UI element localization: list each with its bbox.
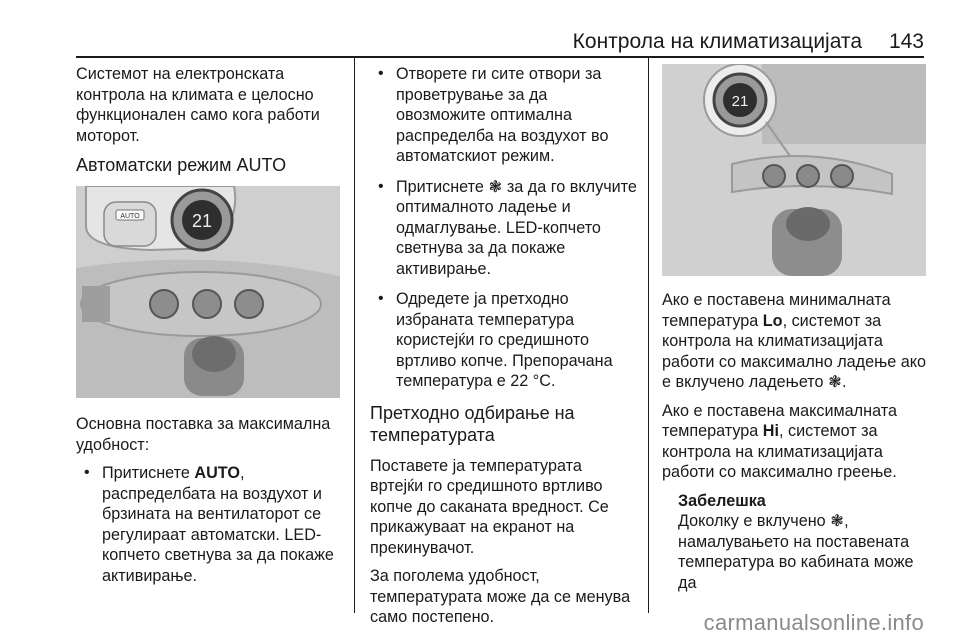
figure-console bbox=[662, 64, 926, 276]
snowflake-icon: ❃ bbox=[488, 177, 503, 196]
auto-bullets bbox=[76, 463, 342, 586]
temperature-display: 21 bbox=[191, 211, 213, 231]
page-title: Контрола на климатизацијата bbox=[572, 30, 862, 53]
header-rule bbox=[76, 56, 924, 58]
column-1 bbox=[76, 64, 342, 596]
paragraph-lo: Ако е поставена минималната температура Lo, системот за контрола на климатизацијата работи со максимално ладење ако е вклучено ладењето ❃. bbox=[662, 291, 927, 391]
note-title: Забелешка bbox=[678, 491, 766, 510]
list-item: • Одредете ја претходно избраната температура користејќи го средишното вртливо копче. Препорачана температура е 22 °C. bbox=[370, 289, 638, 392]
auto-term: AUTO bbox=[194, 464, 240, 482]
auto-button-label: AUTO bbox=[120, 213, 140, 220]
figure-climate-panel bbox=[76, 186, 340, 398]
list-item: • Притиснете AUTO, распределбата на воздухот и брзината на вентилаторот се регулираат автоматски. LED-копчето светнува за да покаже активирање. bbox=[76, 463, 342, 586]
column-2 bbox=[370, 64, 638, 636]
paragraph: Поставете ја температурата вртејќи го средишното вртливо копче до саканата вредност. Се прикажуваат на екранот на прекинувачот. bbox=[370, 456, 609, 557]
column-divider bbox=[354, 58, 355, 613]
note-box bbox=[662, 491, 930, 594]
snowflake-icon: ❃ bbox=[830, 512, 844, 530]
paragraph: За поголема удобност, температурата може да се менува само постепено. bbox=[370, 567, 631, 626]
paragraph-hi: Ако е поставена максималната температура Hi, системот за контрола на климатизацијата работи со максимално греење. bbox=[662, 401, 897, 481]
column-3 bbox=[662, 64, 930, 593]
column-divider bbox=[648, 58, 649, 613]
section-heading-auto: Автоматски режим AUTO bbox=[76, 155, 287, 175]
hi-term: Hi bbox=[762, 422, 779, 440]
climate-panel-illustration bbox=[76, 186, 340, 398]
section-heading-preselect: Претходно одбирање на температурата bbox=[370, 402, 575, 445]
settings-bullets bbox=[370, 64, 638, 392]
snowflake-icon: ❃ bbox=[828, 373, 842, 391]
list-item: • Притиснете ❃ за да го вклучите оптималното ладење и одмаглување. LED-копчето светнува за да покаже активирање. bbox=[370, 177, 638, 280]
intro-paragraph: Системот на електронската контрола на климата е целосно функционален само кога работи моторот. bbox=[76, 65, 320, 145]
note-text: Доколку е вклучено ❃, намалувањето на поставената температура во кабината може да bbox=[678, 512, 914, 592]
temperature-display: 21 bbox=[731, 93, 749, 110]
page-number: 143 bbox=[888, 30, 924, 53]
console-illustration bbox=[662, 64, 926, 276]
lo-term: Lo bbox=[762, 311, 783, 330]
list-item: • Отворете ги сите отвори за проветрување за да овозможите оптимална распределба на воздухот во автоматскиот режим. bbox=[370, 64, 638, 167]
figure-caption: Основна поставка за максимална удобност: bbox=[76, 415, 331, 454]
page-header bbox=[0, 0, 960, 60]
watermark: carmanualsonline.info bbox=[703, 610, 924, 635]
